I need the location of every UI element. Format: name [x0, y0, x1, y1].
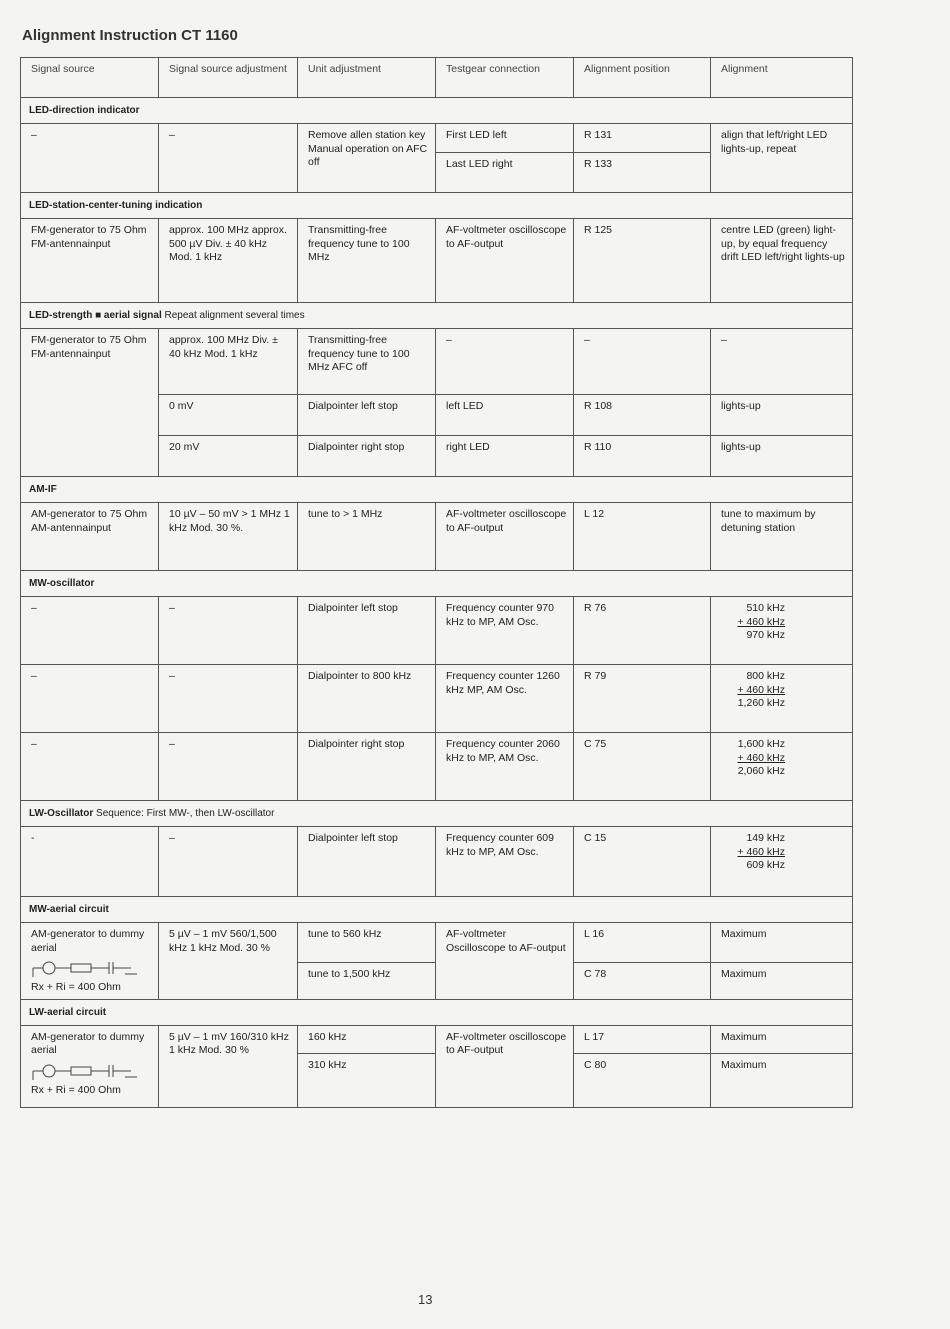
header-row: [21, 58, 853, 98]
header-cell: Testgear connection: [436, 58, 574, 98]
cell: AM-generator to 75 Ohm AM-antennainput: [21, 503, 159, 571]
calc-result: 970 kHz: [746, 629, 785, 641]
calc-line: + 460 kHz: [737, 751, 785, 764]
cell: Dialpointer right stop: [298, 436, 436, 477]
cell: 5 µV – 1 mV 560/1,500 kHz 1 kHz Mod. 30 %: [159, 923, 298, 1000]
cell: AF-voltmeter oscilloscope to AF-output: [436, 503, 574, 571]
calc-line: 149 kHz: [746, 832, 785, 844]
cell: –: [574, 329, 711, 395]
cell: [711, 597, 853, 665]
cell: –: [159, 597, 298, 665]
cell: [436, 124, 574, 193]
header-cell: Alignment position: [574, 58, 711, 98]
cell: –: [159, 827, 298, 897]
table-row: [21, 923, 853, 1000]
cell: R 76: [574, 597, 711, 665]
table-row: [21, 665, 853, 733]
header-cell: Signal source adjustment: [159, 58, 298, 98]
section-title: [21, 801, 853, 827]
cell: left LED: [436, 395, 574, 436]
sub-cell: C 78: [584, 968, 607, 980]
dummy-aerial-circuit-icon: [31, 1060, 141, 1082]
table-row: [21, 597, 853, 665]
section-title: LED-direction indicator: [21, 98, 853, 124]
section-heading: [21, 477, 853, 503]
frequency-sum: [721, 832, 785, 873]
cell: –: [159, 665, 298, 733]
cell: –: [711, 329, 853, 395]
cell: AF-voltmeter oscilloscope to AF-output: [436, 1025, 574, 1107]
sub-cell: Maximum: [721, 968, 767, 980]
cell: lights-up: [711, 436, 853, 477]
cell: 0 mV: [159, 395, 298, 436]
cell: align that left/right LED lights-up, repeat: [711, 124, 853, 193]
sub-cell: L 17: [574, 1026, 710, 1054]
cell: approx. 100 MHz approx. 500 µV Div. ± 40 kHz Mod. 1 kHz: [159, 219, 298, 303]
cell: 10 µV – 50 mV > 1 MHz 1 kHz Mod. 30 %.: [159, 503, 298, 571]
cell: –: [21, 124, 159, 193]
cell: [574, 124, 711, 193]
cell: approx. 100 MHz Div. ± 40 kHz Mod. 1 kHz: [159, 329, 298, 395]
frequency-sum: [721, 670, 785, 711]
section-note: Repeat alignment several times: [164, 310, 305, 322]
cell: 20 mV: [159, 436, 298, 477]
section-title: MW-oscillator: [21, 571, 853, 597]
calc-result: 1,260 kHz: [737, 697, 785, 709]
cell: Transmitting-free frequency tune to 100 MHz: [298, 219, 436, 303]
sub-cell: C 80: [584, 1058, 607, 1071]
cell: L 12: [574, 503, 711, 571]
sub-cell: L 16: [574, 923, 710, 963]
cell: lights-up: [711, 395, 853, 436]
section-title: MW-aerial circuit: [21, 897, 853, 923]
cell: [711, 665, 853, 733]
formula-text: Rx + Ri = 400 Ohm: [31, 1083, 121, 1096]
cell: C 75: [574, 733, 711, 801]
section-title: [21, 303, 853, 329]
cell: [711, 827, 853, 897]
calc-line: + 460 kHz: [737, 845, 785, 858]
source-text: AM-generator to dummy aerial: [31, 928, 145, 954]
cell: [574, 1025, 711, 1107]
cell: Dialpointer left stop: [298, 395, 436, 436]
cell: AF-voltmeter oscilloscope to AF-output: [436, 219, 574, 303]
table-row: [21, 503, 853, 571]
sub-cell: 310 kHz: [308, 1058, 347, 1071]
sub-cell: Maximum: [721, 1058, 767, 1071]
section-heading: [21, 571, 853, 597]
cell: Frequency counter 1260 kHz MP, AM Osc.: [436, 665, 574, 733]
cell: Dialpointer right stop: [298, 733, 436, 801]
cell: [298, 1025, 436, 1107]
cell: Dialpointer to 800 kHz: [298, 665, 436, 733]
cell: FM-generator to 75 Ohm FM-antennainput: [21, 219, 159, 303]
table-row: [21, 827, 853, 897]
cell: FM-generator to 75 Ohm FM-antennainput: [21, 329, 159, 477]
section-title: AM-IF: [21, 477, 853, 503]
table-row: [21, 329, 853, 395]
header-cell: Alignment: [711, 58, 853, 98]
cell: Dialpointer left stop: [298, 597, 436, 665]
section-heading: [21, 999, 853, 1025]
cell: –: [159, 733, 298, 801]
cell: –: [21, 665, 159, 733]
calc-result: 2,060 kHz: [737, 765, 785, 777]
cell: R 79: [574, 665, 711, 733]
cell: [298, 923, 436, 1000]
sub-cell: Maximum: [711, 923, 852, 963]
cell: [21, 923, 159, 1000]
frequency-sum: [721, 602, 785, 643]
cell: –: [436, 329, 574, 395]
calc-line: 800 kHz: [746, 670, 785, 682]
sub-cell: Last LED right: [446, 158, 513, 170]
cell: Transmitting-free frequency tune to 100 MHz AFC off: [298, 329, 436, 395]
source-text: AM-generator to dummy aerial: [31, 1030, 145, 1056]
section-title-text: LW-Oscillator: [29, 808, 94, 820]
sub-cell: R 131: [574, 124, 710, 153]
section-heading: [21, 801, 853, 827]
cell: [21, 1025, 159, 1107]
cell: Frequency counter 970 kHz to MP, AM Osc.: [436, 597, 574, 665]
section-heading: [21, 897, 853, 923]
sub-cell: First LED left: [436, 124, 573, 153]
cell: Remove allen station key Manual operation on AFC off: [298, 124, 436, 193]
page-title: Alignment Instruction CT 1160: [22, 27, 238, 44]
dummy-aerial-circuit-icon: [31, 957, 141, 979]
alignment-table: [20, 57, 853, 1108]
cell: right LED: [436, 436, 574, 477]
cell: R 110: [574, 436, 711, 477]
sub-cell: tune to 1,500 kHz: [308, 968, 391, 980]
cell: Dialpointer left stop: [298, 827, 436, 897]
cell: Frequency counter 2060 kHz to MP, AM Osc.: [436, 733, 574, 801]
header-cell: Unit adjustment: [298, 58, 436, 98]
page-number: 13: [418, 1292, 433, 1307]
sub-cell: R 133: [584, 158, 613, 170]
cell: R 125: [574, 219, 711, 303]
frequency-sum: [721, 738, 785, 779]
cell: –: [159, 124, 298, 193]
cell: AF-voltmeter Oscilloscope to AF-output: [436, 923, 574, 1000]
section-heading: [21, 193, 853, 219]
sub-cell: tune to 560 kHz: [298, 923, 435, 963]
cell: tune to > 1 MHz: [298, 503, 436, 571]
table-row: [21, 1025, 853, 1107]
header-cell: Signal source: [21, 58, 159, 98]
calc-line: + 460 kHz: [737, 615, 785, 628]
cell: R 108: [574, 395, 711, 436]
cell: [711, 1025, 853, 1107]
formula-text: Rx + Ri = 400 Ohm: [31, 981, 121, 993]
section-title: LW-aerial circuit: [21, 999, 853, 1025]
cell: -: [21, 827, 159, 897]
section-title-text: LED-strength ■ aerial signal: [29, 310, 162, 322]
section-heading: [21, 98, 853, 124]
cell: [574, 923, 711, 1000]
cell: C 15: [574, 827, 711, 897]
cell: –: [21, 597, 159, 665]
table-row: [21, 733, 853, 801]
cell: –: [21, 733, 159, 801]
sub-cell: 160 kHz: [298, 1026, 435, 1054]
cell: 5 µV – 1 mV 160/310 kHz 1 kHz Mod. 30 %: [159, 1025, 298, 1107]
cell: [711, 733, 853, 801]
calc-line: + 460 kHz: [737, 683, 785, 696]
table-row: [21, 219, 853, 303]
section-title: LED-station-center-tuning indication: [21, 193, 853, 219]
cell: centre LED (green) light-up, by equal frequency drift LED left/right lights-up: [711, 219, 853, 303]
calc-line: 510 kHz: [746, 602, 785, 614]
cell: [711, 923, 853, 1000]
calc-result: 609 kHz: [746, 859, 785, 871]
section-note: Sequence: First MW-, then LW-oscillator: [96, 808, 275, 820]
calc-line: 1,600 kHz: [737, 738, 785, 750]
sub-cell: Maximum: [711, 1026, 852, 1054]
section-heading: [21, 303, 853, 329]
cell: tune to maximum by detuning station: [711, 503, 853, 571]
cell: Frequency counter 609 kHz to MP, AM Osc.: [436, 827, 574, 897]
table-row: [21, 124, 853, 193]
